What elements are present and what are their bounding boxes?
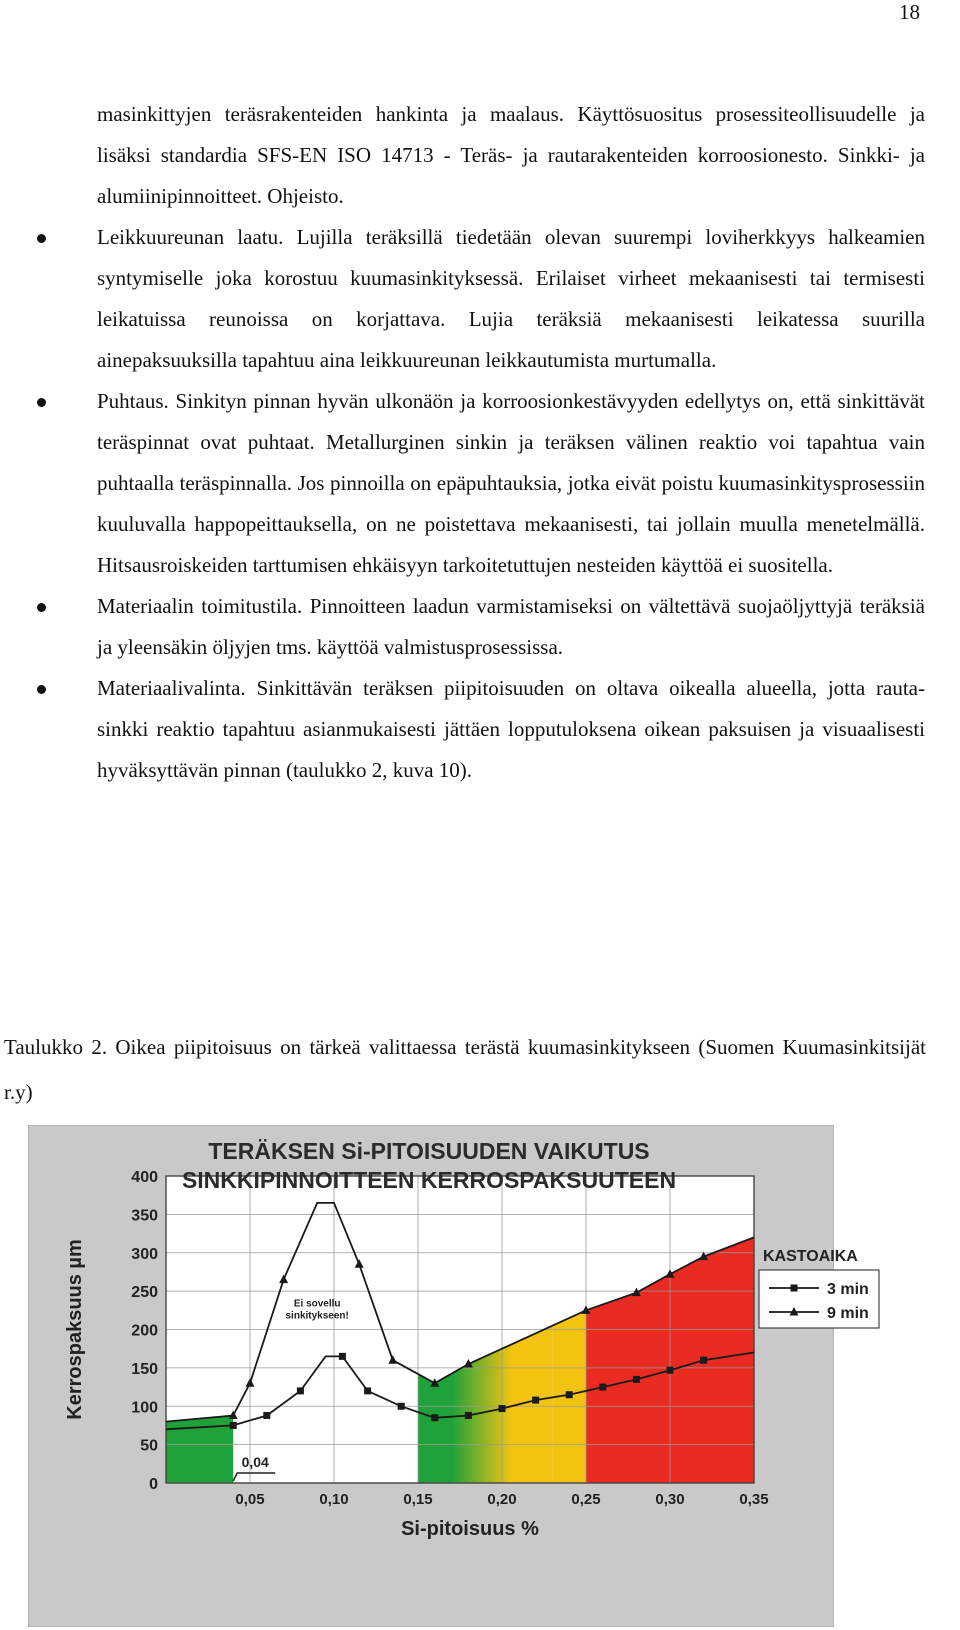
si-content-chart [28, 1125, 869, 1627]
bullet-dot [37, 685, 46, 694]
data-point-3min [633, 1376, 640, 1383]
legend-label: 9 min [827, 1305, 869, 1322]
x-tick-label: 0,05 [235, 1491, 265, 1508]
page-number: 18 [899, 0, 920, 24]
bullet-lead: Puhtaus. [97, 389, 169, 413]
data-point-3min [230, 1422, 237, 1429]
bullet-dot [37, 234, 46, 243]
bullet-cleanliness [97, 381, 925, 586]
x-tick-label: 0,20 [487, 1491, 517, 1508]
data-point-3min [499, 1405, 506, 1412]
bullet-material-selection [97, 668, 925, 791]
y-tick-label: 50 [140, 1437, 158, 1455]
chart-svg [29, 1126, 869, 1626]
bullet-lead: Leikkuureunan laatu. [97, 225, 284, 249]
data-point-3min [297, 1387, 304, 1394]
paragraph-intro [97, 94, 925, 217]
chart-subtitle: SINKKIPINNOITTEEN KERROSPAKSUUTEEN [181, 1167, 677, 1193]
data-point-3min [667, 1367, 674, 1374]
annotation-line-1: Ei sovellu [293, 1298, 341, 1310]
data-point-3min [566, 1391, 573, 1398]
bullet-dot [37, 398, 46, 407]
annotation-line-2: sinkitykseen! [285, 1310, 349, 1322]
bullet-dot [37, 603, 46, 612]
y-tick-label: 250 [131, 1284, 158, 1302]
bullet-cut-edge [97, 217, 925, 381]
x-tick-label: 0,35 [739, 1491, 769, 1508]
body-text [97, 94, 925, 791]
data-point-3min [431, 1414, 438, 1421]
data-point-3min [700, 1357, 707, 1364]
bullet-text: Pinnoitteen laadun varmistamiseksi on vältettävä suojaöljyttyjä teräksiä ja yleensäkin öljyjen tms. käyttöä valmistusprosessissa. [97, 594, 925, 659]
annotation-value: 0,04 [241, 1454, 269, 1470]
y-tick-label: 0 [149, 1476, 158, 1493]
legend-label: 3 min [827, 1281, 869, 1298]
bullet-lead: Materiaalin toimitustila. [97, 594, 303, 618]
y-tick-label: 300 [131, 1245, 158, 1263]
x-tick-label: 0,25 [571, 1491, 601, 1508]
bullet-text: Lujilla teräksillä tiedetään olevan suurempi loviherkkyys halkeamien syntymiselle joka korostuu kuumasinkityksessä. Erilaiset virheet mekaanisesti tai termisesti leikatuissa reunoissa on korjattava. Lujia teräksiä mekaanisesti leikatessa suurilla ainepaksuuksilla tapahtuu aina leikkuureunan leikkautumista murtumalla. [97, 225, 925, 372]
legend-title: KASTOAIKA [763, 1248, 858, 1265]
x-tick-label: 0,10 [319, 1491, 349, 1508]
bullet-text: Sinkityn pinnan hyvän ulkonäön ja korroosionkestävyyden edellytys on, että sinkittävät teräspinnat ovat puhtaat. Metallurginen sinkin ja teräksen välinen reaktio voi tapahtua vain puhtaalla teräspinnalla. Jos pinnoilla on epäpuhtauksia, jotka eivät poistu kuumasinkitysprosessiin kuuluvalla happopeittauksella, on ne poistettava mekaanisesti, tai jollain muulla menetelmällä. Hitsausroiskeiden tarttumisen ehkäisyyn tarkoitetuttujen nesteiden käyttöä ei suositella. [97, 389, 925, 577]
data-point-3min [465, 1412, 472, 1419]
data-point-3min [263, 1412, 270, 1419]
y-tick-label: 200 [131, 1322, 158, 1340]
y-tick-label: 100 [131, 1399, 158, 1417]
x-tick-label: 0,30 [655, 1491, 685, 1508]
bullet-delivery-state [97, 586, 925, 668]
data-point-3min [364, 1387, 371, 1394]
data-point-3min [599, 1384, 606, 1391]
bullet-text: Sinkittävän teräksen piipitoisuuden on oltava oikealla alueella, jotta rauta-sinkki reaktio tapahtuu asianmukaisesti jättäen lopputuloksena oikean paksuisen ja visuaalisesti hyväksyttävän pinnan (taulukko 2, kuva 10). [97, 676, 925, 782]
y-axis-label: Kerrospaksuus µm [64, 1239, 86, 1420]
y-tick-label: 350 [131, 1207, 158, 1225]
chart-title: TERÄKSEN Si-PITOISUUDEN VAIKUTUS [208, 1138, 650, 1164]
data-point-3min [532, 1397, 539, 1404]
bullet-lead: Materiaalivalinta. [97, 676, 246, 700]
x-axis-label: Si-pitoisuus % [401, 1518, 539, 1540]
legend-marker-square [791, 1285, 798, 1292]
paragraph-text: masinkittyjen teräsrakenteiden hankinta ja maalaus. Käyttösuositus prosessiteollisuudelle ja lisäksi standardia SFS-EN ISO 14713 - Teräs- ja rautarakenteiden korroosionesto. Sinkki- ja alumiinipinnoitteet. Ohjeisto. [97, 102, 925, 208]
y-tick-label: 150 [131, 1360, 158, 1378]
data-point-3min [398, 1403, 405, 1410]
table-caption: Taulukko 2. Oikea piipitoisuus on tärkeä valittaessa terästä kuumasinkitykseen (Suomen Kuumasinkitsijät r.y) [4, 1035, 926, 1104]
data-point-3min [339, 1353, 346, 1360]
y-tick-label: 400 [131, 1169, 158, 1186]
x-tick-label: 0,15 [403, 1491, 433, 1508]
